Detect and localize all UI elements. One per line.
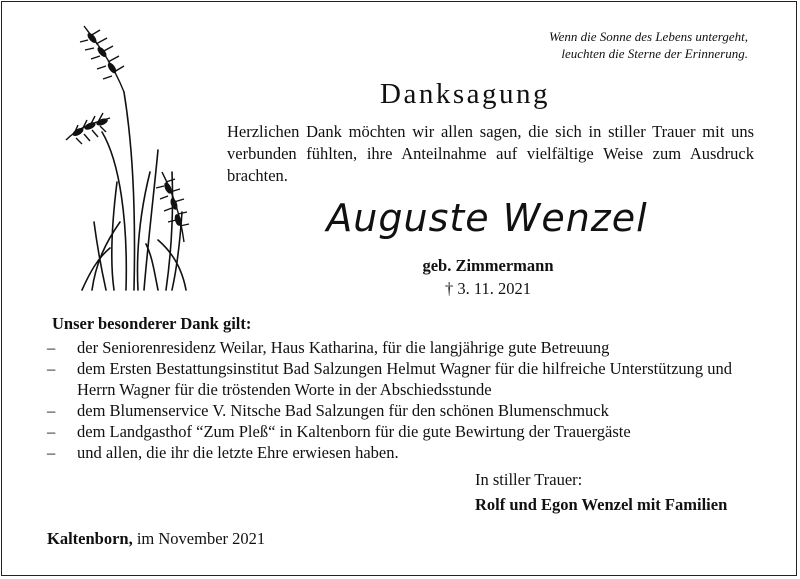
intro-paragraph: Herzlichen Dank möchten wir allen sagen, die sich in stiller Trauer mit uns verbunden fühlten, ihre Anteilnahme auf vielfältige Weise zum Ausdruck brachten.	[227, 122, 754, 185]
heading-title: Danksagung	[380, 78, 550, 110]
list-item-text: dem Landgasthof “Zum Pleß“ in Kaltenborn für die gute Bewirtung der Trauergäste	[77, 422, 631, 441]
dash-bullet: –	[47, 443, 56, 462]
list-item	[47, 442, 747, 463]
death-date: † 3. 11. 2021	[444, 279, 531, 298]
special-thanks-heading: Unser besonderer Dank gilt:	[52, 314, 252, 333]
dash-bullet: –	[47, 422, 56, 441]
date-text: im November 2021	[136, 529, 266, 548]
list-item	[47, 421, 747, 442]
list-item	[47, 337, 747, 358]
place-name: Kaltenborn,	[47, 529, 133, 548]
dash-bullet: –	[47, 401, 56, 420]
list-item	[47, 400, 747, 421]
dash-bullet: –	[47, 359, 56, 378]
deceased-name: Auguste Wenzel	[326, 196, 648, 240]
list-item-text: dem Ersten Bestattungsinstitut Bad Salzungen Helmut Wagner für die hilfreiche Unterstützung und Herrn Wagner für die tröstenden Worte in der Abschiedsstunde	[77, 359, 733, 399]
list-item-text: und allen, die ihr die letzte Ehre erwiesen haben.	[77, 443, 399, 462]
list-item-text: dem Blumenservice V. Nitsche Bad Salzungen für den schönen Blumenschmuck	[77, 401, 609, 420]
motto	[448, 28, 748, 62]
place-date-line	[47, 529, 265, 549]
dash-bullet: –	[47, 338, 56, 357]
motto-line-1: Wenn die Sonne des Lebens untergeht,	[548, 29, 748, 44]
thanks-list	[47, 337, 747, 463]
list-item-text: der Seniorenresidenz Weilar, Haus Katharina, für die langjährige gute Betreuung	[77, 338, 610, 357]
mourning-label: In stiller Trauer:	[475, 470, 583, 489]
wheat-icon	[62, 22, 202, 294]
list-item	[47, 358, 747, 400]
mourners-names: Rolf und Egon Wenzel mit Familien	[475, 495, 728, 514]
motto-line-2: leuchten die Sterne der Erinnerung.	[561, 46, 748, 61]
birth-name: geb. Zimmermann	[422, 256, 554, 275]
